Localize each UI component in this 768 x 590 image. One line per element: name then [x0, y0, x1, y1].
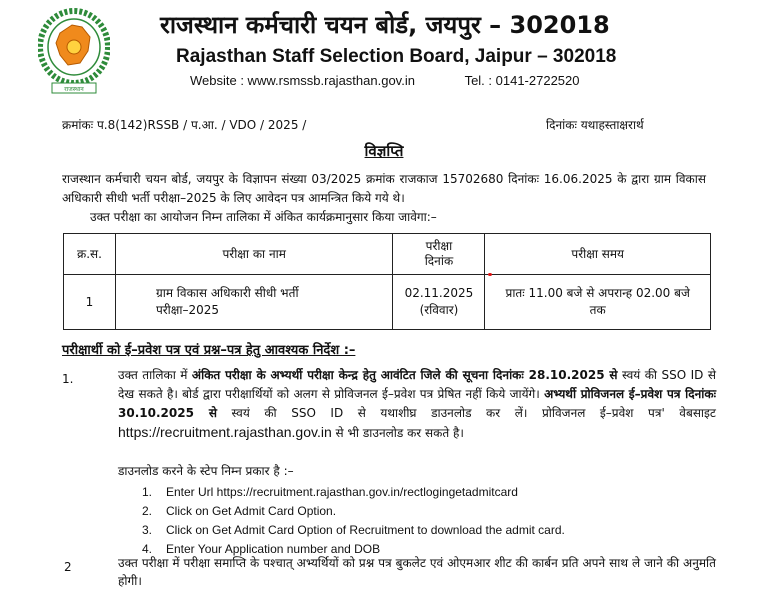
steps-intro: डाउनलोड करने के स्टेप निम्न प्रकार है :– — [118, 464, 294, 478]
instructions-heading: परीक्षार्थी को ई–प्रवेश पत्र एवं प्रश्न–पत्र हेतु आवश्यक निर्देश :– — [62, 343, 356, 358]
exam-date-line2: (रविवार) — [419, 303, 459, 317]
exam-time-line2: तक — [589, 303, 606, 317]
header-date-line1: परीक्षा — [425, 239, 453, 253]
point-1-part-f: से भी डाउनलोड कर सकते है। — [331, 426, 464, 440]
step-text: Enter Your Application number and DOB — [166, 542, 381, 556]
point-1-part-e: स्वयं की SSO ID से यथाशीघ्र डाउनलोड कर लें। प्रोविजनल ई–प्रवेश पत्र' वेबसाइट — [216, 406, 716, 420]
notice-title: विज्ञप्ति — [364, 142, 404, 160]
logo-text: राजस्थान — [64, 86, 84, 93]
cell-exam-date — [393, 275, 485, 330]
header-exam-date — [393, 234, 485, 275]
header-date-line2: दिनांक — [424, 254, 454, 268]
exam-time-line1: प्रातः 11.00 बजे से अपरान्ह 02.00 बजे — [505, 286, 690, 300]
point-1-number: 1. — [62, 372, 74, 386]
step-text: Click on Get Admit Card Option of Recruitment to download the admit card. — [166, 523, 565, 537]
point-2-number: 2 — [64, 560, 72, 574]
header-title-english: Rajasthan Staff Selection Board, Jaipur – 302018 — [176, 46, 617, 67]
list-item — [142, 521, 565, 540]
recruitment-website-link[interactable]: https://recruitment.rajasthan.gov.in — [118, 424, 332, 440]
cell-exam-name — [115, 275, 393, 330]
table-header-row — [64, 234, 711, 275]
cell-exam-time — [485, 275, 711, 330]
telephone-text: Tel. : 0141-2722520 — [464, 73, 580, 88]
list-item — [142, 483, 565, 502]
cell-serial: 1 — [64, 275, 116, 330]
point-1-text — [118, 366, 716, 443]
rssb-logo — [38, 7, 110, 99]
reference-date: दिनांकः यथाहस्ताक्षरार्थ — [546, 118, 644, 132]
point-1-bold-1: अंकित परीक्षा के अभ्यर्थी परीक्षा केन्द्र हेतु आवंटित जिले की सूचना दिनांकः 28.10.2025 से — [191, 368, 618, 382]
intro-paragraph: राजस्थान कर्मचारी चयन बोर्ड, जयपुर के विज्ञापन संख्या 03/2025 क्रमांक राजकाज 15702680 दिनांकः 16.06.2025 के द्वारा ग्राम विकास अधिकारी सीधी भर्ती परीक्षा–2025 के लिए आवेदन पत्र आमन्त्रित किये गये थे। — [62, 172, 706, 205]
header-exam-name: परीक्षा का नाम — [115, 234, 393, 275]
step-number: 2. — [142, 504, 153, 518]
header-exam-time: परीक्षा समय — [485, 234, 711, 275]
header-title-hindi: राजस्थान कर्मचारी चयन बोर्ड, जयपुर – 302018 — [160, 11, 610, 39]
exam-name-line1: ग्राम विकास अधिकारी सीधी भर्ती — [155, 286, 299, 300]
exam-schedule-table — [63, 233, 711, 330]
download-steps-list — [142, 483, 565, 559]
header-contact — [190, 73, 580, 88]
reference-number: क्रमांकः प.8(142)RSSB / प.आ. / VDO / 2025 / — [62, 118, 307, 132]
exam-name-line2: परीक्षा–2025 — [155, 303, 220, 317]
red-mark — [488, 273, 492, 276]
point-1-bold-2: अभ्यर्थी प्रोविजनल ई–प्रवेश पत्र दिनांकः 30.10.2025 से — [118, 387, 716, 420]
exam-date-line1: 02.11.2025 — [404, 286, 474, 300]
step-number: 4. — [142, 542, 153, 556]
reference-row — [62, 116, 712, 133]
point-1-part-a: उक्त तालिका में — [118, 368, 192, 382]
step-text: Click on Get Admit Card Option. — [166, 504, 337, 518]
list-item — [142, 502, 565, 521]
website-text: Website : www.rsmssb.rajasthan.gov.in — [190, 73, 415, 88]
intro-paragraph-2: उक्त परीक्षा का आयोजन निम्न तालिका में अंकित कार्यक्रमानुसार किया जावेगा:– — [90, 210, 437, 224]
table-row — [64, 275, 711, 330]
point-2-text: उक्त परीक्षा में परीक्षा समाप्ति के पश्चात् अभ्यर्थियों को प्रश्न पत्र बुकलेट एवं ओएमआर शीट की कार्बन प्रति अपने साथ ले जाने की अनुमति होगी। — [118, 556, 716, 588]
step-number: 3. — [142, 523, 153, 537]
point-1-part-c: स्वयं की SSO ID से देख सकते है। बोर्ड द्वारा परीक्षार्थियों को अलग से प्रोविजनल ई–प्रवेश पत्र प्रेषित नहीं किये जायेंगे। — [118, 368, 716, 401]
step-number: 1. — [142, 485, 153, 499]
step-text: Enter Url https://recruitment.rajasthan.gov.in/rectlogingetadmitcard — [166, 485, 518, 499]
header-serial: क्र.स. — [64, 234, 116, 275]
